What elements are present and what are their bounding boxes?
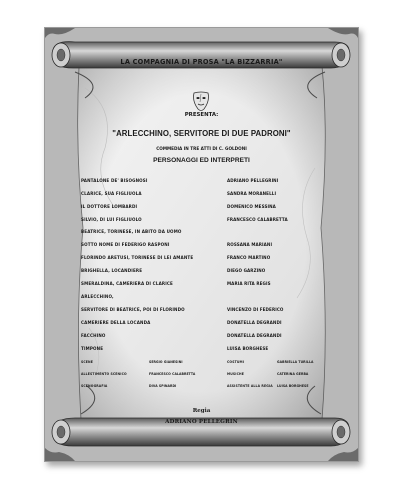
director-label: Regia	[192, 408, 211, 414]
credit-name: LUISA BORGHESE	[277, 384, 309, 388]
cast-role: BRIGHELLA, LOCANDIERE	[81, 268, 143, 273]
cast-role: BEATRICE, TORINESE, IN ABITO DA UOMO	[81, 229, 182, 234]
cast-actor: LUISA BORGHESE	[227, 346, 269, 351]
cast-actor: ROSSANA MARIANI	[227, 242, 273, 247]
cast-actor: MARIA RITA REGIS	[227, 281, 271, 286]
cast-role: SOTTO NOME DI FEDERIGO RASPONI	[81, 242, 170, 247]
credit-name: SERGIO GIANESINI	[149, 360, 183, 364]
credit-role: SCENE	[81, 360, 94, 364]
credit-name: CATERINA GERBA	[277, 372, 309, 376]
credit-role: ASSISTENTE ALLA REGIA	[227, 384, 273, 388]
cast-role: CLARICE, SUA FIGLIUOLA	[81, 191, 142, 196]
cast-actor: VINCENZO DI FEDERICO	[227, 307, 284, 312]
cast-role: FLORINDO ARETUSI, TORINESE DI LEI AMANTE	[81, 255, 194, 260]
cast-actor: FRANCO MARTINO	[227, 255, 271, 260]
cast-role: IL DOTTORE LOMBARDI	[81, 204, 138, 209]
cast-actor: DIEGO GARZINO	[227, 268, 266, 273]
credit-role: MUSICHE	[227, 372, 244, 376]
cast-role: PANTALONE DE' BISOGNOSI	[81, 178, 148, 183]
cast-role: SMERALDINA, CAMERIERA DI CLARICE	[81, 281, 173, 286]
credit-name: FRANCESCO CALABRETTA	[149, 372, 196, 376]
credit-name: GABRIELLA TURILLA	[277, 360, 314, 364]
cast-role: TIMPONE	[81, 346, 104, 351]
cast-role: ARLECCHINO,	[81, 294, 114, 299]
company-name: LA COMPAGNIA DI PROSA "LA BIZZARRIA"	[120, 58, 283, 66]
playbill-poster	[44, 27, 359, 462]
cast-actor: DONATELLA DEGRANDI	[227, 320, 282, 325]
cast-actor: SANDRA MORANELLI	[227, 191, 277, 196]
cast-actor: DOMENICO MESSINA	[227, 204, 276, 209]
cast-role: SILVIO, DI LUI FIGLIUOLO	[81, 217, 142, 222]
presents-label: PRESENTA:	[184, 112, 219, 118]
cast-role: CAMERIERE DELLA LOCANDA	[81, 320, 151, 325]
cast-heading: PERSONAGGI ED INTERPRETI	[153, 157, 250, 164]
cast-actor: ADRIANO PELLEGRINI	[227, 178, 279, 183]
credit-role: SCENOGRAFIA	[81, 384, 108, 388]
cast-actor: FRANCESCO CALABRETTA	[227, 217, 288, 222]
director-name: ADRIANO PELLEGRIN	[165, 419, 238, 425]
theatre-mask-icon	[189, 91, 213, 113]
credit-role: COSTUMI	[227, 360, 245, 364]
credit-name: DIVA SPINARDI	[149, 384, 177, 388]
cast-role: FACCHINO	[81, 333, 106, 338]
cast-actor: DONATELLA DEGRANDI	[227, 333, 282, 338]
play-title: "ARLECCHINO, SERVITORE DI DUE PADRONI"	[112, 129, 291, 138]
credit-role: ALLESTIMENTO SCENICO	[81, 372, 127, 376]
play-subtitle: COMMEDIA IN TRE ATTI DI C. GOLDONI	[156, 146, 247, 151]
cast-role: SERVITORE DI BEATRICE, POI DI FLORINDO	[81, 307, 185, 312]
